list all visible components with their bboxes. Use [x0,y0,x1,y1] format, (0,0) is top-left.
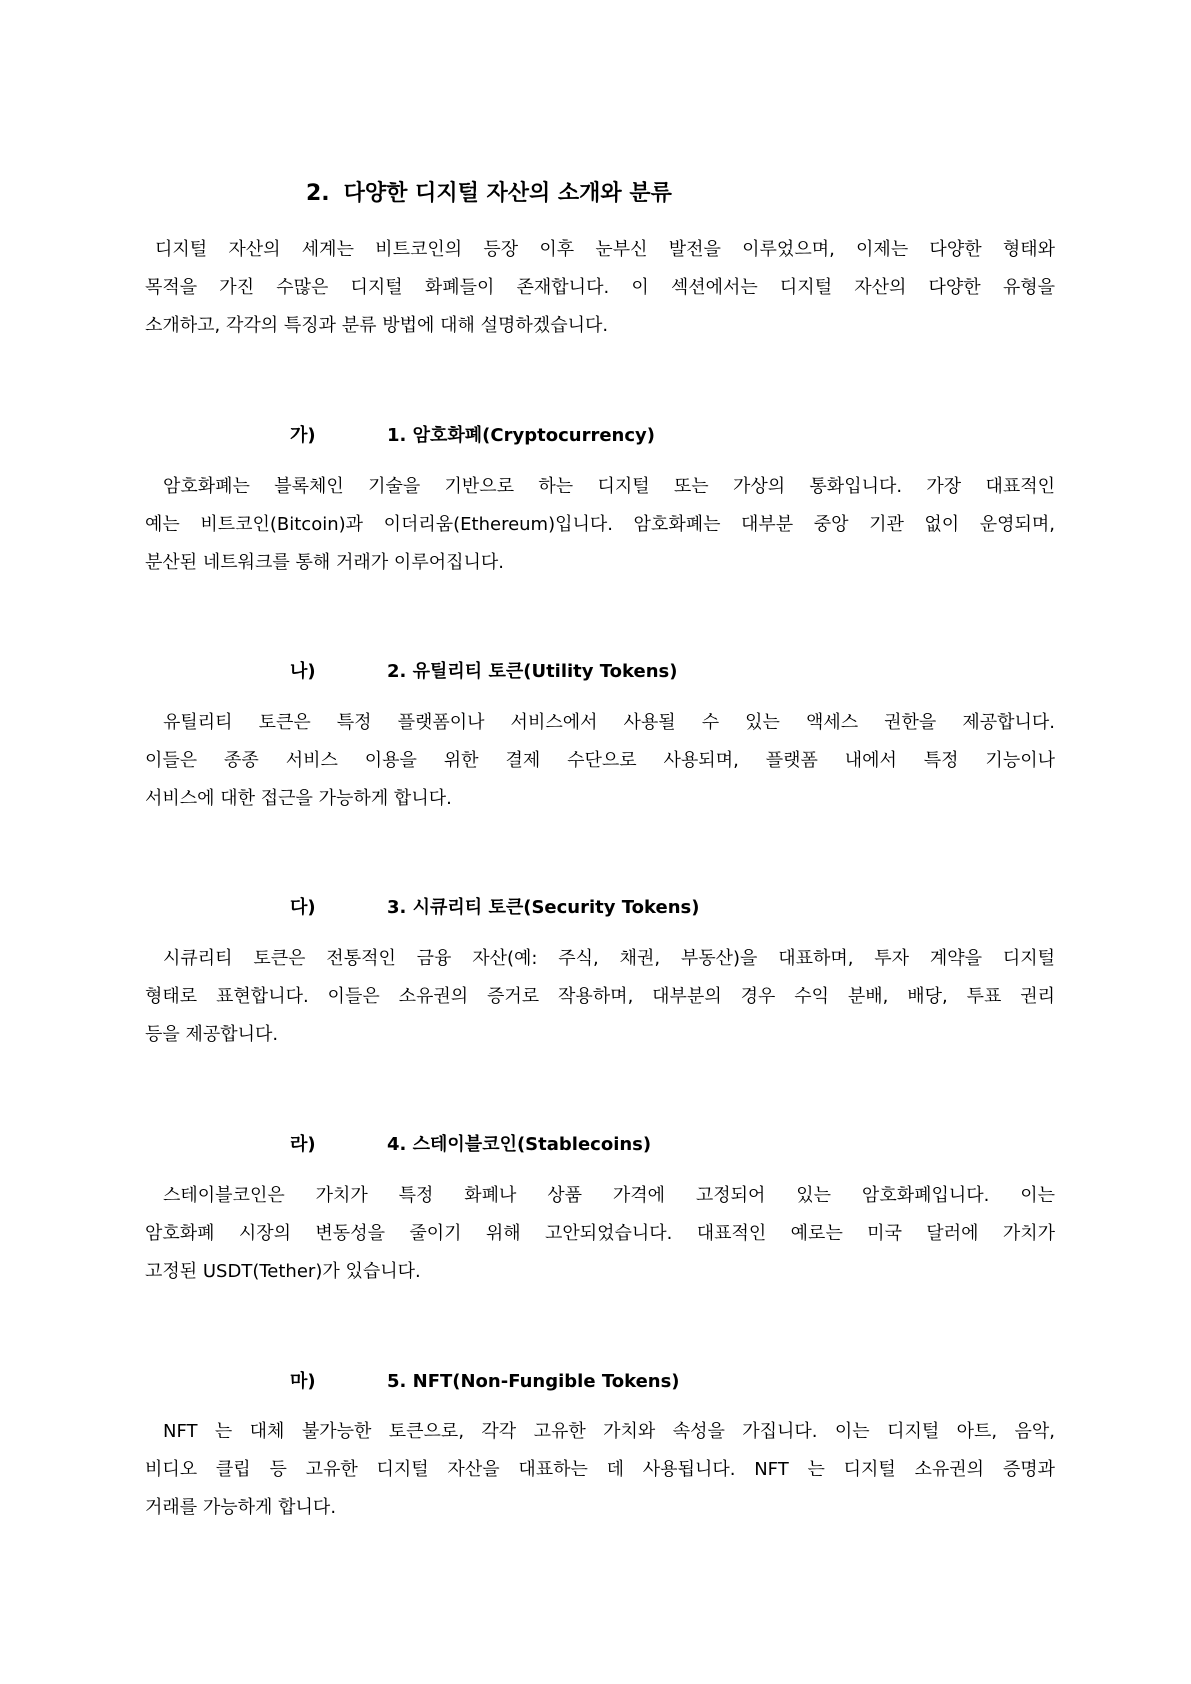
section-heading-text: 2. 유틸리티 토큰(Utility Tokens) [387,661,678,682]
paragraph-line: 시큐리티 토큰은 전통적인 금융 자산(예: 주식, 채권, 부동산)을 대표하며, 투자 계약을 디지털 [163,948,1055,969]
paragraph-line: 스테이블코인은 가치가 특정 화폐나 상품 가격에 고정되어 있는 암호화폐입니다. 이는 [163,1185,1055,1206]
paragraph-line: 이들은 종종 서비스 이용을 위한 결제 수단으로 사용되며, 플랫폼 내에서 특정 기능이나 [145,750,1055,771]
section-marker: 마) [290,1371,316,1392]
title-text: 다양한 디지털 자산의 소개와 분류 [343,181,672,206]
paragraph-line: 목적을 가진 수많은 디지털 화폐들이 존재합니다. 이 섹션에서는 디지털 자산의 다양한 유형을 [145,277,1055,298]
paragraph-line: 소개하고, 각각의 특징과 분류 방법에 대해 설명하겠습니다. [145,315,609,336]
section-paragraph [145,704,1055,818]
section-paragraph [145,940,1055,1054]
section-paragraph [145,468,1055,582]
section-marker: 라) [290,1134,316,1155]
section-heading [290,1130,651,1156]
section-heading-text: 5. NFT(Non-Fungible Tokens) [387,1371,680,1392]
section-heading-text: 3. 시큐리티 토큰(Security Tokens) [387,897,700,918]
section-marker: 다) [290,897,316,918]
intro-paragraph [145,231,1055,345]
paragraph-line: 형태로 표현합니다. 이들은 소유권의 증거로 작용하며, 대부분의 경우 수익 분배, 배당, 투표 권리 [145,986,1055,1007]
section-paragraph [145,1177,1055,1291]
section-heading-text: 1. 암호화폐(Cryptocurrency) [387,425,655,446]
paragraph-line: 등을 제공합니다. [145,1024,279,1045]
paragraph-line: 서비스에 대한 접근을 가능하게 합니다. [145,788,452,809]
section-heading [290,421,655,447]
paragraph-line: NFT 는 대체 불가능한 토큰으로, 각각 고유한 가치와 속성을 가집니다. 이는 디지털 아트, 음악, [163,1421,1055,1442]
section-heading [290,657,678,683]
section-heading-text: 4. 스테이블코인(Stablecoins) [387,1134,652,1155]
section-paragraph [145,1413,1055,1527]
paragraph-line: 암호화폐 시장의 변동성을 줄이기 위해 고안되었습니다. 대표적인 예로는 미국 달러에 가치가 [145,1223,1055,1244]
paragraph-line: 디지털 자산의 세계는 비트코인의 등장 이후 눈부신 발전을 이루었으며, 이제는 다양한 형태와 [155,239,1055,260]
paragraph-line: 암호화폐는 블록체인 기술을 기반으로 하는 디지털 또는 가상의 통화입니다. 가장 대표적인 [163,476,1055,497]
section-marker: 나) [290,661,316,682]
paragraph-line: 유틸리티 토큰은 특정 플랫폼이나 서비스에서 사용될 수 있는 액세스 권한을 제공합니다. [163,712,1055,733]
paragraph-line: 분산된 네트워크를 통해 거래가 이루어집니다. [145,552,504,573]
title-number: 2. [306,181,330,206]
paragraph-line: 예는 비트코인(Bitcoin)과 이더리움(Ethereum)입니다. 암호화폐는 대부분 중앙 기관 없이 운영되며, [145,514,1055,535]
paragraph-line: 비디오 클립 등 고유한 디지털 자산을 대표하는 데 사용됩니다. NFT 는 디지털 소유권의 증명과 [145,1459,1055,1480]
paragraph-line: 고정된 USDT(Tether)가 있습니다. [145,1261,421,1282]
paragraph-line: 거래를 가능하게 합니다. [145,1497,337,1518]
section-heading [290,893,699,919]
section-marker: 가) [290,425,316,446]
page-title [306,176,672,207]
section-heading [290,1367,680,1393]
